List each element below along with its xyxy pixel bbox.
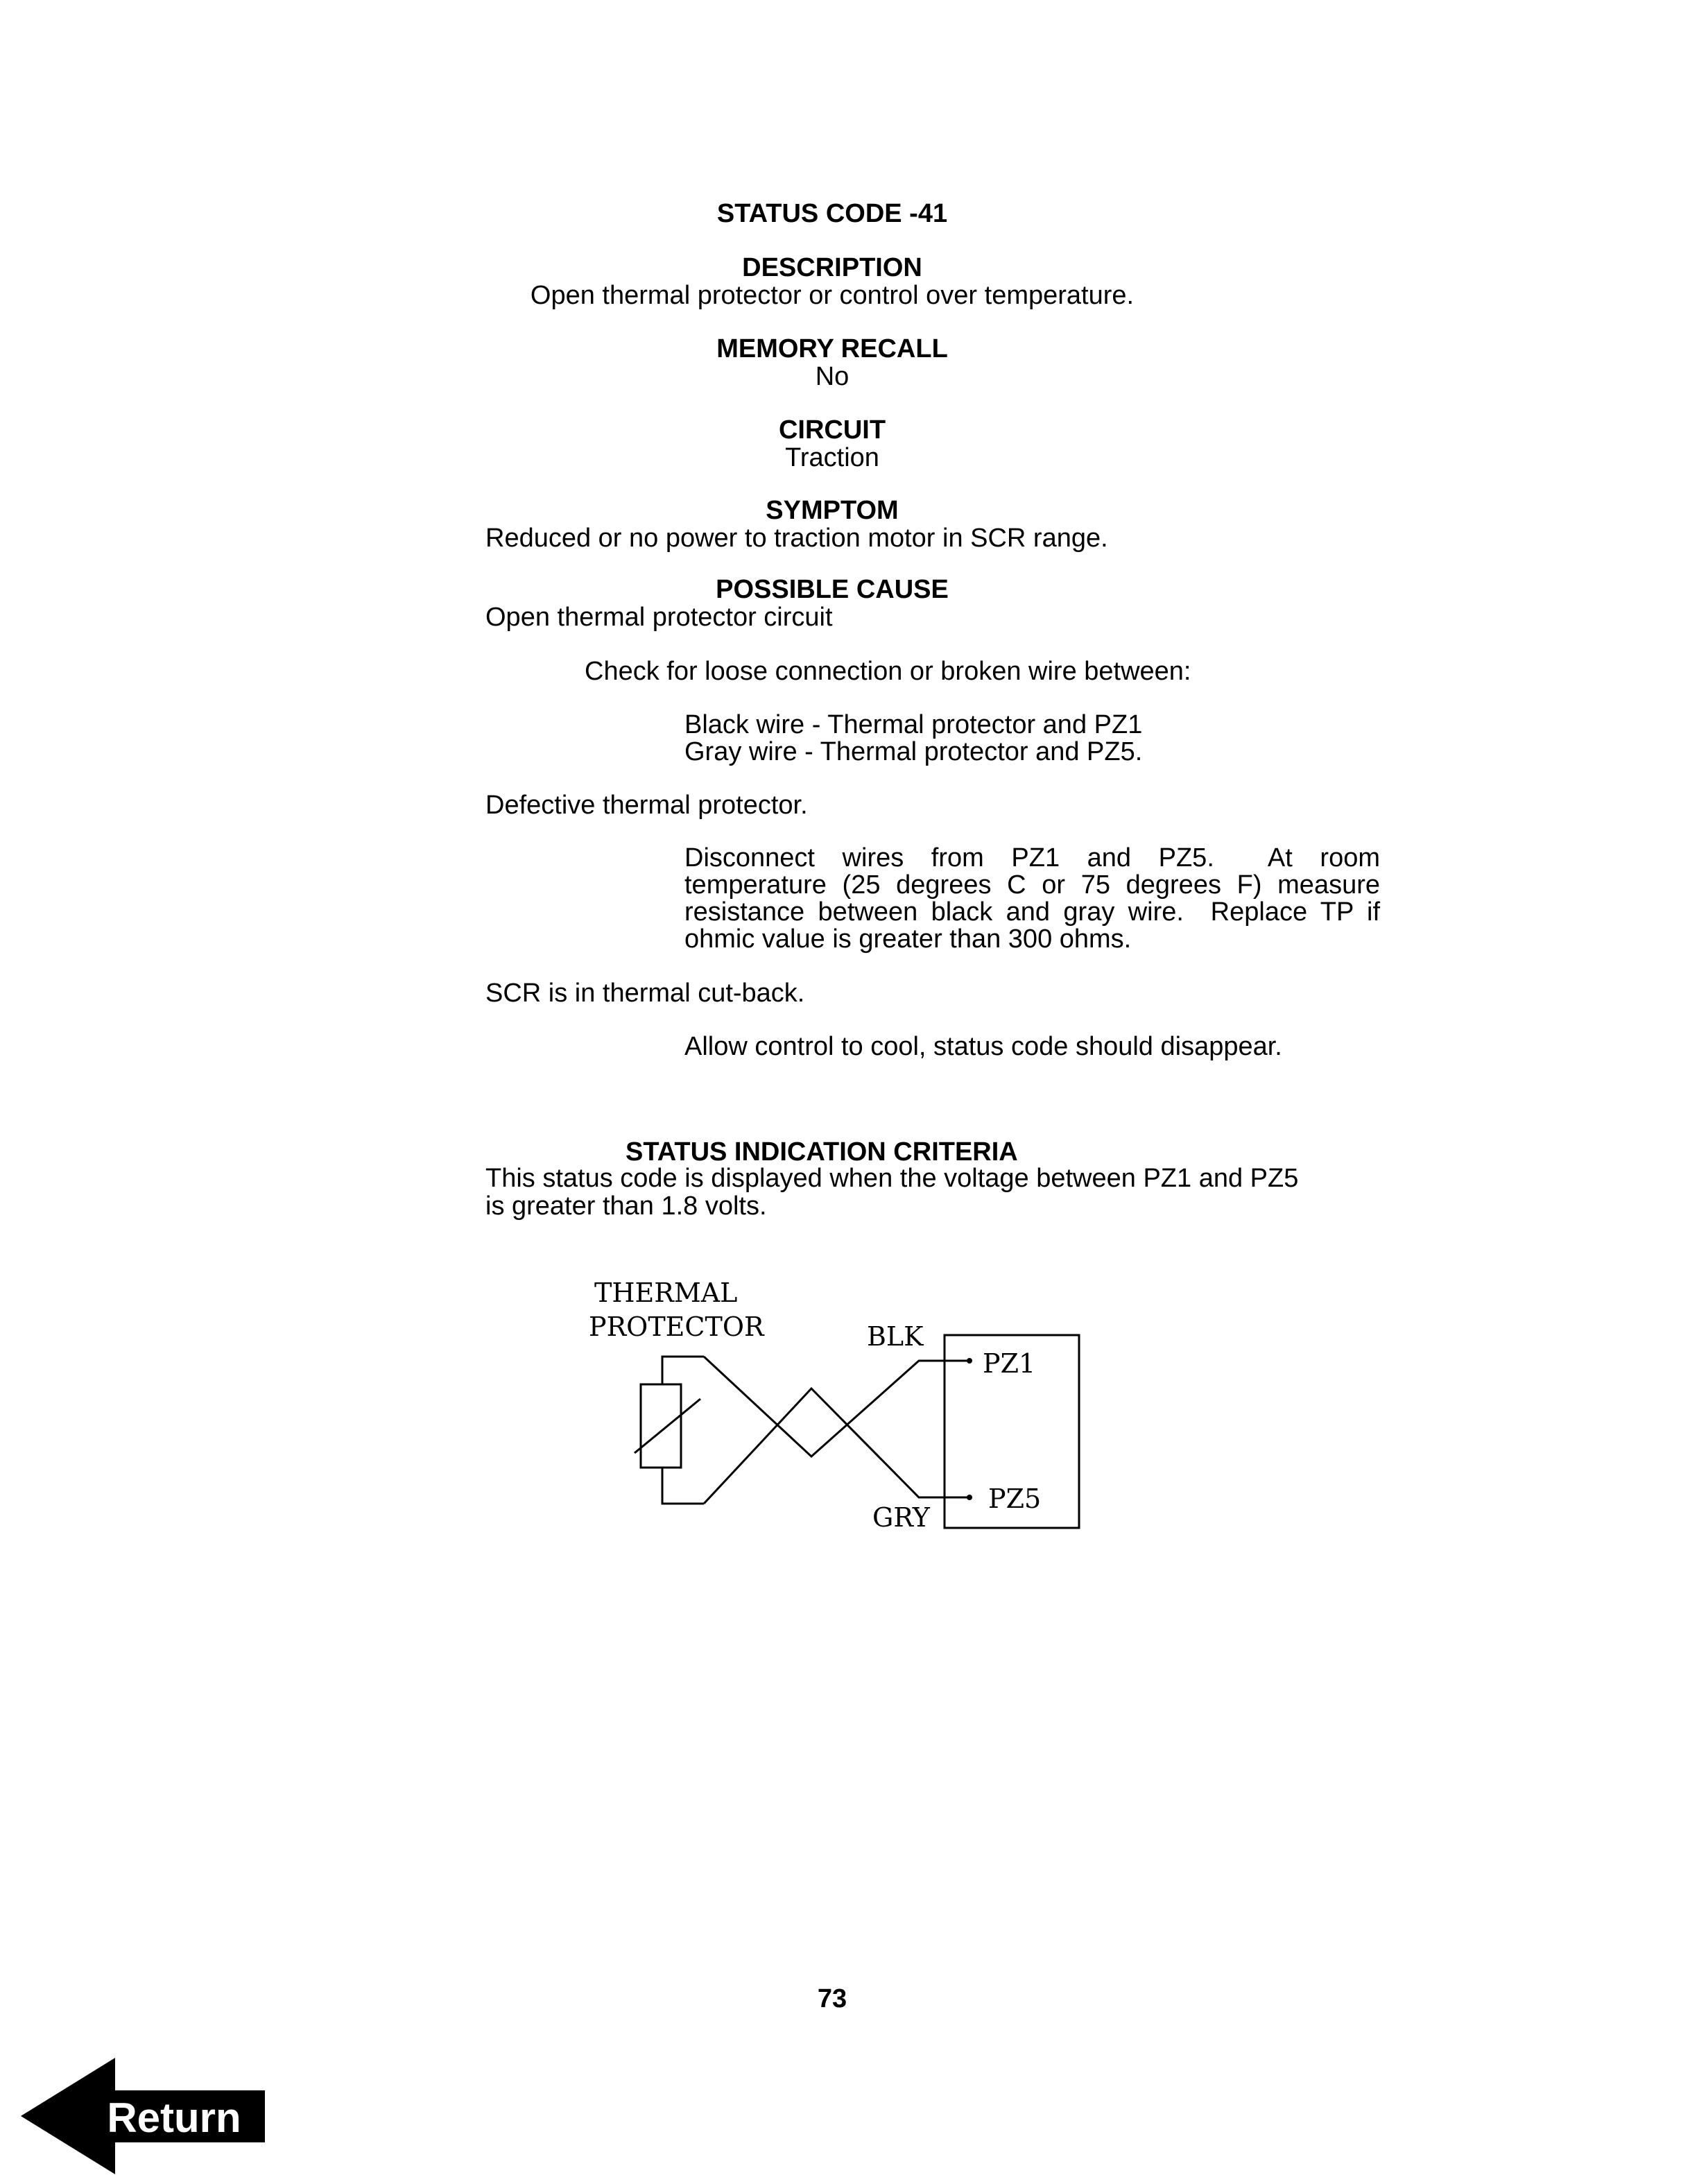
page-title: STATUS CODE -41 — [716, 199, 948, 228]
description-heading: DESCRIPTION — [742, 253, 922, 282]
memory-recall-heading: MEMORY RECALL — [716, 334, 948, 363]
status-indication-line-1: This status code is displayed when the voltage between PZ1 and PZ5 — [485, 1164, 1299, 1193]
circuit-heading: CIRCUIT — [778, 415, 886, 445]
disconnect-line-2: temperature (25 degrees C or 75 degrees F) measure — [684, 870, 1380, 900]
thermal-protector-diagonal — [635, 1399, 700, 1453]
label-pz5: PZ5 — [988, 1484, 1042, 1514]
page-number: 73 — [817, 1984, 847, 2013]
label-blk: BLK — [867, 1321, 924, 1352]
status-indication-heading: STATUS INDICATION CRITERIA — [626, 1137, 1018, 1167]
status-indication-line-2: is greater than 1.8 volts. — [485, 1192, 767, 1221]
disconnect-line-3: resistance between black and gray wire. Replace TP if — [684, 897, 1380, 927]
check-connection-text: Check for loose connection or broken wire between: — [585, 657, 1191, 686]
cause-defective-protector: Defective thermal protector. — [485, 791, 808, 820]
protector-bottom-lead — [662, 1468, 704, 1504]
thermal-protector-resistor — [641, 1384, 681, 1468]
label-thermal: THERMAL — [594, 1278, 738, 1308]
cause-open-circuit: Open thermal protector circuit — [485, 603, 833, 632]
disconnect-line-4: ohmic value is greater than 300 ohms. — [684, 925, 1132, 954]
black-wire-text: Black wire - Thermal protector and PZ1 — [684, 710, 1143, 739]
return-button-label: Return — [107, 2095, 241, 2141]
memory-recall-value: No — [815, 362, 850, 391]
circuit-value: Traction — [785, 443, 879, 472]
return-button[interactable] — [21, 2056, 270, 2176]
label-gry: GRY — [872, 1502, 930, 1533]
gray-wire-text: Gray wire - Thermal protector and PZ5. — [684, 737, 1143, 766]
symptom-text: Reduced or no power to traction motor in SCR range. — [485, 524, 1108, 553]
label-pz1: PZ1 — [983, 1348, 1036, 1379]
pz5-terminal — [967, 1495, 972, 1500]
description-text: Open thermal protector or control over temperature. — [530, 281, 1135, 310]
symptom-heading: SYMPTOM — [766, 496, 899, 525]
label-protector: PROTECTOR — [589, 1312, 764, 1342]
protector-top-lead — [662, 1357, 704, 1384]
allow-cool-text: Allow control to cool, status code should disappear. — [684, 1032, 1282, 1061]
possible-cause-heading: POSSIBLE CAUSE — [716, 575, 949, 604]
pz1-terminal — [967, 1358, 972, 1364]
disconnect-line-1: Disconnect wires from PZ1 and PZ5. At room — [684, 843, 1380, 872]
black-wire — [704, 1357, 941, 1456]
cause-scr-cutback: SCR is in thermal cut-back. — [485, 979, 805, 1008]
